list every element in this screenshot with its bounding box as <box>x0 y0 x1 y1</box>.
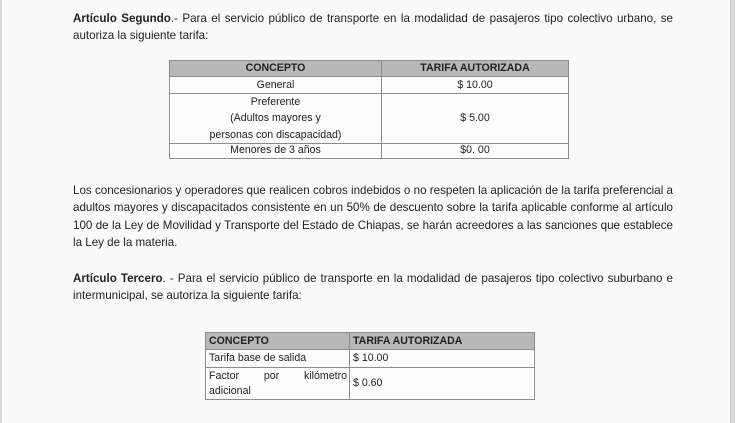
sanctions-paragraph: Los concesionarios y operadores que realicen cobros indebidos o no respeten la aplicación de la tarifa preferencial a adultos mayores y discapacitados consistente en un 50% de descuento sobre la tarifa aplicable conforme al artículo 100 de la Ley de Movilidad y Transporte del Estado de Chiapas, se harán acreedores a las sanciones que establece la Ley de la materia. <box>73 184 673 249</box>
concept-cell: Tarifa base de salida <box>206 350 350 368</box>
article-third-paragraph <box>73 270 673 305</box>
concept-line: adicional <box>209 384 251 397</box>
table-row <box>206 368 535 400</box>
column-header-rate: TARIFA AUTORIZADA <box>382 61 569 77</box>
document-page <box>2 0 731 423</box>
table-row <box>170 143 569 158</box>
article-second-text: .- Para el servicio público de transporte en la modalidad de pasajeros tipo colectivo urbano, se autoriza la siguiente tarifa: <box>73 12 673 43</box>
article-third-heading: Artículo Tercero <box>73 272 163 285</box>
concept-cell <box>170 94 382 144</box>
suburban-tariff-table <box>205 332 535 400</box>
concept-line: Factor por kilómetro <box>209 369 347 382</box>
rate-cell: $0. 00 <box>382 143 569 158</box>
rate-cell: $ 5.00 <box>382 94 569 144</box>
concept-cell: Menores de 3 años <box>170 143 382 158</box>
concept-line: (Adultos mayores y <box>230 112 321 125</box>
column-header-rate: TARIFA AUTORIZADA <box>350 333 535 350</box>
table-row <box>170 77 569 94</box>
article-third-text: . - Para el servicio público de transporte en la modalidad de pasajeros tipo colectivo suburbano e intermunicipal, se autoriza la siguiente tarifa: <box>73 272 673 303</box>
rate-cell: $ 10.00 <box>350 350 535 368</box>
table-row <box>206 350 535 368</box>
column-header-concept: CONCEPTO <box>170 61 382 77</box>
concept-line: Preferente <box>250 96 301 108</box>
rate-cell: $ 0.60 <box>350 368 535 400</box>
rate-cell: $ 10.00 <box>382 77 569 94</box>
article-second-paragraph <box>73 10 673 45</box>
article-second-heading: Artículo Segundo <box>73 12 171 25</box>
urban-tariff-table <box>169 60 569 159</box>
concept-cell <box>206 368 350 400</box>
table-row <box>170 94 569 144</box>
table-header-row <box>206 333 535 350</box>
concept-cell: General <box>170 77 382 94</box>
concept-line: personas con discapacidad) <box>209 128 342 141</box>
column-header-concept: CONCEPTO <box>206 333 350 350</box>
table-header-row <box>170 61 569 77</box>
